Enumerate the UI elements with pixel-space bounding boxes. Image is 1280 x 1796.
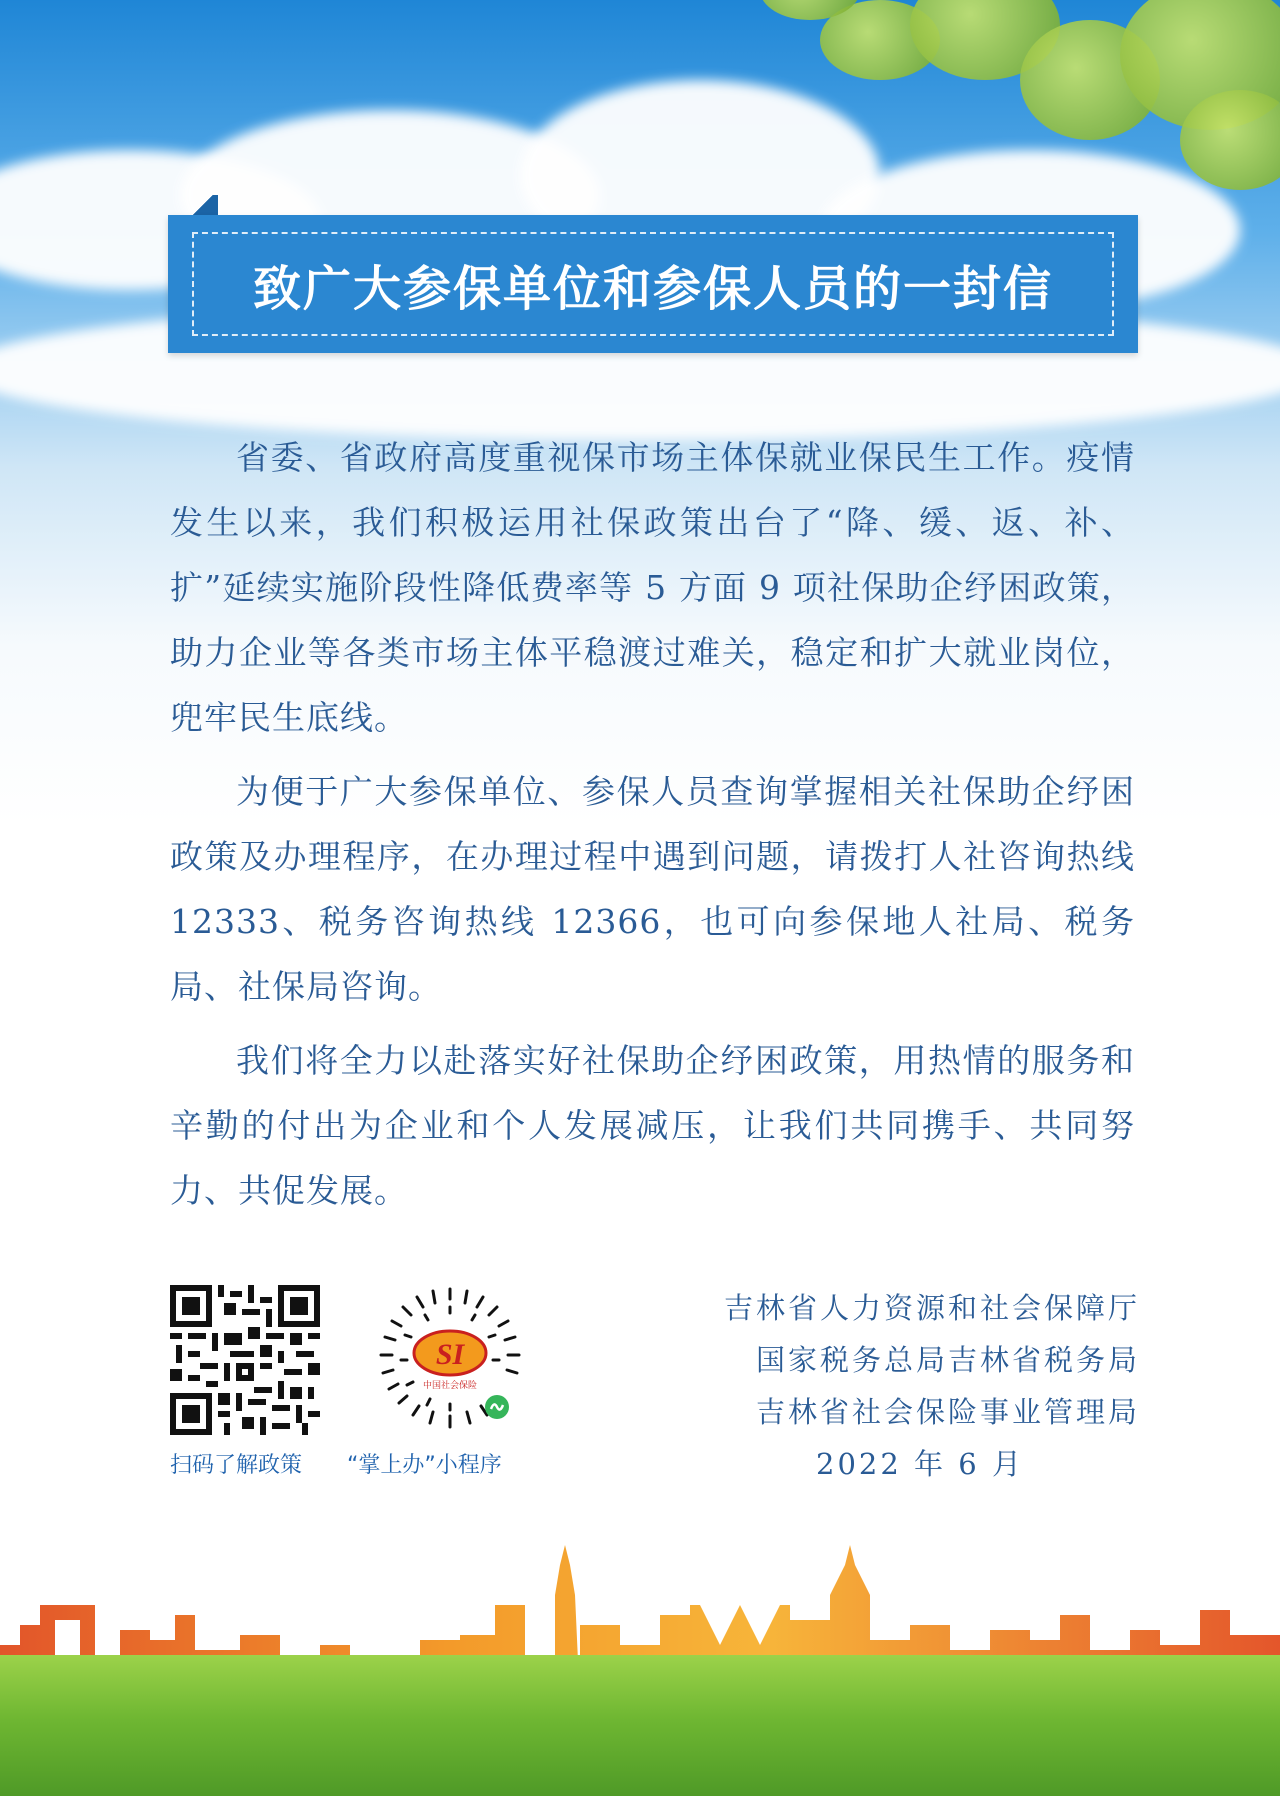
tree-foliage	[760, 0, 1280, 200]
signature-block	[700, 1282, 1140, 1490]
signature-org-2: 国家税务总局吉林省税务局	[755, 1343, 1140, 1377]
svg-text:中国社会保险: 中国社会保险	[422, 1381, 478, 1391]
letter-paragraph-2: 为便于广大参保单位、参保人员查询掌握相关社保助企纾困政策及办理程序，在办理过程中遇到问题，请拨打人社咨询热线 12333、税务咨询热线 12366，也可向参保地人社局、税务局、社保局咨询。	[170, 772, 1135, 1006]
mini-program-caption: “掌上办”小程序	[347, 1453, 502, 1478]
page-title: 致广大参保单位和参保人员的一封信	[252, 260, 1053, 317]
signature-org-3: 吉林省社会保险事业管理局	[755, 1395, 1140, 1429]
signature-date: 2022 年 6 月	[816, 1447, 1024, 1481]
title-banner	[168, 215, 1138, 353]
grass-field	[0, 1655, 1280, 1796]
svg-text:SI: SI	[435, 1338, 465, 1371]
qr-code-icon	[170, 1285, 320, 1435]
letter-paragraph-3: 我们将全力以赴落实好社保助企纾困政策，用热情的服务和辛勤的付出为企业和个人发展减压，让我们共同携手、共同努力、共促发展。	[170, 1041, 1135, 1210]
policy-qr-code[interactable]	[170, 1285, 325, 1440]
qr-caption: 扫码了解政策	[170, 1453, 303, 1478]
letter-paragraph-1: 省委、省政府高度重视保市场主体保就业保民生工作。疫情发生以来，我们积极运用社保政策出台了“降、缓、返、补、扩”延续实施阶段性降低费率等 5 方面 9 项社保助企纾困政策，助力企业等各类市场主体平稳渡过难关，稳定和扩大就业岗位，兜牢民生底线。	[170, 438, 1135, 737]
mini-program-code[interactable]	[375, 1285, 525, 1440]
mini-program-code-icon	[375, 1285, 525, 1435]
signature-org-1: 吉林省人力资源和社会保障厅	[723, 1291, 1140, 1325]
letter-body	[170, 425, 1135, 1223]
title-banner-border	[192, 232, 1114, 336]
